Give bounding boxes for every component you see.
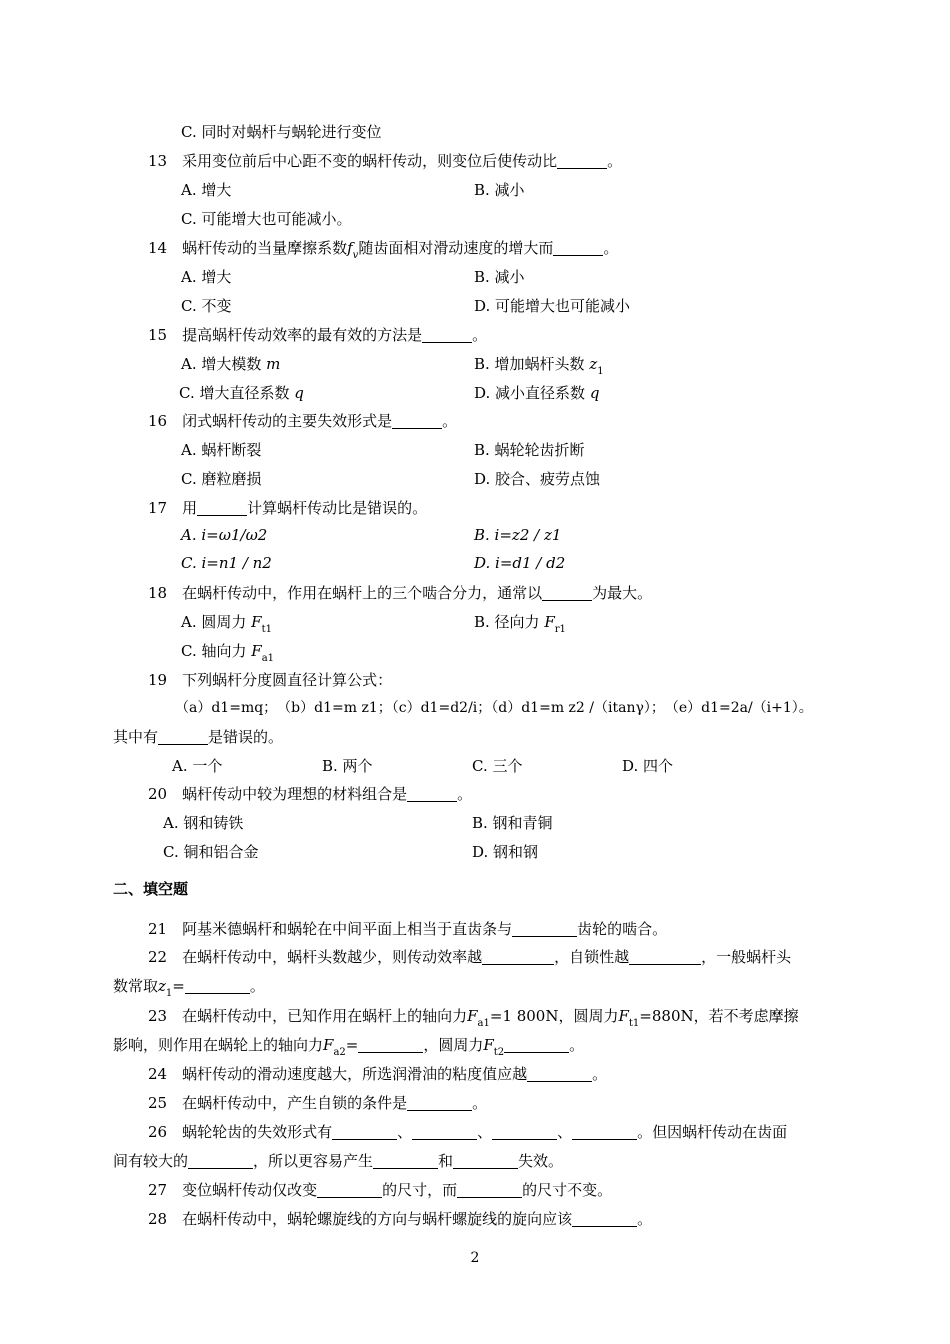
question-text: 25 在蜗杆传动中，产生自锁的条件是	[148, 1094, 408, 1112]
subscript: a1	[261, 653, 275, 664]
answer-blank[interactable]	[453, 1153, 518, 1169]
question-text-cont: 失效。	[518, 1152, 564, 1170]
answer-blank[interactable]	[572, 1124, 637, 1140]
punct: 。	[569, 1036, 585, 1054]
question-text-cont: =880N，若不考虑摩擦	[639, 1007, 799, 1025]
subscript: v	[352, 250, 359, 261]
answer-blank[interactable]	[553, 240, 603, 256]
punct: 。	[637, 1210, 653, 1228]
question-19: 19 下列蜗杆分度圆直径计算公式：	[148, 671, 393, 689]
question-18	[148, 582, 652, 603]
symbol: F	[483, 1036, 494, 1054]
symbol: q	[294, 384, 304, 402]
option-d: D. 钢和钢	[472, 843, 539, 861]
answer-blank[interactable]	[492, 1124, 557, 1140]
question-text: 27 变位蜗杆传动仅改变	[148, 1181, 318, 1199]
question-22-cont	[113, 975, 265, 999]
question-19-tail	[113, 726, 283, 747]
question-text-cont: ，自锁性越	[554, 948, 630, 966]
punct: 。	[472, 326, 488, 344]
answer-blank[interactable]	[629, 949, 701, 965]
subscript: t1	[261, 624, 272, 635]
option-d: D. 四个	[622, 757, 674, 775]
question-stem: 17 用	[148, 499, 198, 517]
symbol: f	[347, 239, 353, 257]
subscript: 1	[165, 988, 173, 999]
answer-blank[interactable]	[457, 1182, 522, 1198]
option-text: B. 径向力	[474, 613, 540, 631]
option-c: C. i=n1 / n2	[181, 554, 272, 572]
question-text-cont: 。但因蜗杆传动在齿面	[637, 1123, 788, 1141]
question-23-cont	[113, 1034, 584, 1058]
question-stem: 18 在蜗杆传动中，作用在蜗杆上的三个啮合分力，通常以	[148, 584, 543, 602]
option-a: A. 增大	[181, 181, 232, 199]
option-c: C. 磨粒磨损	[181, 470, 262, 488]
question-24	[148, 1063, 607, 1084]
question-text-cont: ，一般蜗杆头	[701, 948, 792, 966]
answer-blank[interactable]	[572, 1211, 637, 1227]
option-c	[181, 640, 274, 664]
question-15	[148, 324, 487, 345]
answer-blank[interactable]	[422, 327, 472, 343]
option-text: A. 增大模数	[181, 355, 262, 373]
option-c: C. 铜和铝合金	[163, 843, 259, 861]
page-number: 2	[470, 1250, 480, 1266]
question-text-cont: ，圆周力	[423, 1036, 484, 1054]
option-b: B. 钢和青铜	[472, 814, 553, 832]
formula-list: （a）d1=mq； （b）d1=m z1；（c）d1=d2/i；（d）d1=m z2 /（itanγ）； （e）d1=2a/（i+1）。	[175, 700, 813, 716]
punct: 。	[457, 785, 473, 803]
subscript: a1	[477, 1018, 490, 1029]
section-heading: 二、填空题	[113, 880, 189, 898]
option-text: C. 轴向力	[181, 642, 247, 660]
option-c: C. 不变	[181, 297, 232, 315]
subscript: t2	[493, 1047, 505, 1058]
option-b: B. 减小	[474, 268, 525, 286]
answer-blank[interactable]	[317, 1182, 382, 1198]
subscript: a2	[333, 1047, 346, 1058]
option-c: C. 可能增大也可能减小。	[181, 210, 352, 228]
answer-blank[interactable]	[407, 1095, 472, 1111]
question-23	[148, 1005, 799, 1029]
option-d	[474, 382, 599, 403]
option-c: C. 同时对蜗杆与蜗轮进行变位	[181, 123, 382, 141]
tail-text-cont: 是错误的。	[208, 728, 284, 746]
option-d: D. 可能增大也可能减小	[474, 297, 631, 315]
symbol: F	[251, 613, 262, 631]
answer-blank[interactable]	[158, 729, 208, 745]
answer-blank[interactable]	[504, 1037, 569, 1053]
option-b: B. 两个	[322, 757, 373, 775]
answer-blank[interactable]	[373, 1153, 438, 1169]
question-25	[148, 1092, 487, 1113]
question-text: 间有较大的	[113, 1152, 189, 1170]
punct: 。	[442, 412, 458, 430]
answer-blank[interactable]	[512, 921, 577, 937]
separator: 、	[557, 1123, 573, 1141]
subscript: t1	[628, 1018, 640, 1029]
answer-blank[interactable]	[407, 786, 457, 802]
question-text: 影响，则作用在蜗轮上的轴向力	[113, 1036, 324, 1054]
symbol: F	[323, 1036, 334, 1054]
question-text-cont: 的尺寸，而	[382, 1181, 458, 1199]
question-text: 21 阿基米德蜗杆和蜗轮在中间平面上相当于直齿条与	[148, 920, 513, 938]
question-stem: 16 闭式蜗杆传动的主要失效形式是	[148, 412, 393, 430]
answer-blank[interactable]	[482, 949, 554, 965]
question-28	[148, 1208, 652, 1229]
question-stem: 20 蜗杆传动中较为理想的材料组合是	[148, 785, 408, 803]
option-a: A. 增大	[181, 268, 232, 286]
subscript: 1	[597, 366, 604, 377]
option-a	[181, 611, 272, 635]
question-stem-cont: 为最大。	[592, 584, 653, 602]
option-a: A. 钢和铸铁	[163, 814, 244, 832]
question-text: 数常取	[113, 977, 159, 995]
equals: =	[172, 977, 185, 995]
question-text-cont: =1 800N，圆周力	[489, 1007, 619, 1025]
question-text-cont: ，所以更容易产生	[253, 1152, 374, 1170]
answer-blank[interactable]	[197, 500, 247, 516]
question-stem: 14 蜗杆传动的当量摩擦系数	[148, 239, 348, 257]
option-b: B. 蜗轮轮齿折断	[474, 441, 585, 459]
option-text: D. 减小直径系数	[474, 384, 586, 402]
question-20	[148, 783, 472, 804]
option-a: A. i=ω1/ω2	[181, 526, 268, 544]
answer-blank[interactable]	[188, 1153, 253, 1169]
punct: 。	[249, 977, 265, 995]
answer-blank[interactable]	[557, 153, 607, 169]
question-16	[148, 410, 457, 431]
answer-blank[interactable]	[542, 585, 592, 601]
option-c: C. 三个	[472, 757, 523, 775]
question-14	[148, 237, 618, 261]
question-22	[148, 946, 791, 967]
symbol: m	[266, 355, 281, 373]
symbol: z	[158, 977, 166, 995]
answer-blank[interactable]	[527, 1066, 592, 1082]
punct: 。	[592, 1065, 608, 1083]
question-stem-cont: 随齿面相对滑动速度的增大而	[358, 239, 554, 257]
question-text: 28 在蜗杆传动中，蜗轮螺旋线的方向与蜗杆螺旋线的旋向应该	[148, 1210, 573, 1228]
separator: 、	[477, 1123, 493, 1141]
answer-blank[interactable]	[332, 1124, 397, 1140]
option-text: B. 增加蜗杆头数	[474, 355, 585, 373]
question-26-cont	[113, 1150, 563, 1171]
option-d: D. i=d1 / d2	[474, 554, 566, 572]
question-text: 23 在蜗杆传动中，已知作用在蜗杆上的轴向力	[148, 1007, 468, 1025]
option-b	[474, 611, 566, 635]
question-17	[148, 497, 427, 518]
option-b: B. i=z2 / z1	[474, 526, 562, 544]
punct: 。	[603, 239, 619, 257]
question-text: 22 在蜗杆传动中，蜗杆头数越少，则传动效率越	[148, 948, 483, 966]
question-text-cont: 齿轮的啮合。	[577, 920, 668, 938]
question-stem-cont: 计算蜗杆传动比是错误的。	[247, 499, 428, 517]
symbol: F	[251, 642, 262, 660]
question-26	[148, 1121, 787, 1142]
separator: 、	[397, 1123, 413, 1141]
answer-blank[interactable]	[185, 978, 250, 994]
punct: 。	[472, 1094, 488, 1112]
option-text: A. 圆周力	[181, 613, 247, 631]
question-27	[148, 1179, 612, 1200]
punct: 。	[607, 152, 623, 170]
option-c	[179, 382, 304, 403]
question-text: 24 蜗杆传动的滑动速度越大，所选润滑油的粘度值应越	[148, 1065, 528, 1083]
symbol: q	[589, 384, 600, 402]
question-stem: 13 采用变位前后中心距不变的蜗杆传动，则变位后使传动比	[148, 152, 558, 170]
subscript: r1	[554, 624, 566, 635]
tail-text: 其中有	[113, 728, 159, 746]
question-text-cont: 和	[438, 1152, 454, 1170]
symbol: F	[544, 613, 555, 631]
question-text-cont: 的尺寸不变。	[522, 1181, 613, 1199]
answer-blank[interactable]	[358, 1037, 423, 1053]
option-a	[181, 353, 280, 374]
symbol: F	[618, 1007, 629, 1025]
option-b: B. 减小	[474, 181, 525, 199]
option-text: C. 增大直径系数	[179, 384, 290, 402]
question-13	[148, 150, 622, 171]
question-text: 26 蜗轮轮齿的失效形式有	[148, 1123, 333, 1141]
answer-blank[interactable]	[392, 413, 442, 429]
symbol: z	[589, 355, 598, 373]
option-a: A. 一个	[172, 757, 223, 775]
symbol: F	[467, 1007, 478, 1025]
question-stem: 15 提高蜗杆传动效率的最有效的方法是	[148, 326, 423, 344]
option-d: D. 胶合、疲劳点蚀	[474, 470, 601, 488]
option-a: A. 蜗杆断裂	[181, 441, 262, 459]
option-b	[474, 353, 604, 377]
equals: =	[345, 1036, 359, 1054]
answer-blank[interactable]	[412, 1124, 477, 1140]
question-21	[148, 918, 667, 939]
